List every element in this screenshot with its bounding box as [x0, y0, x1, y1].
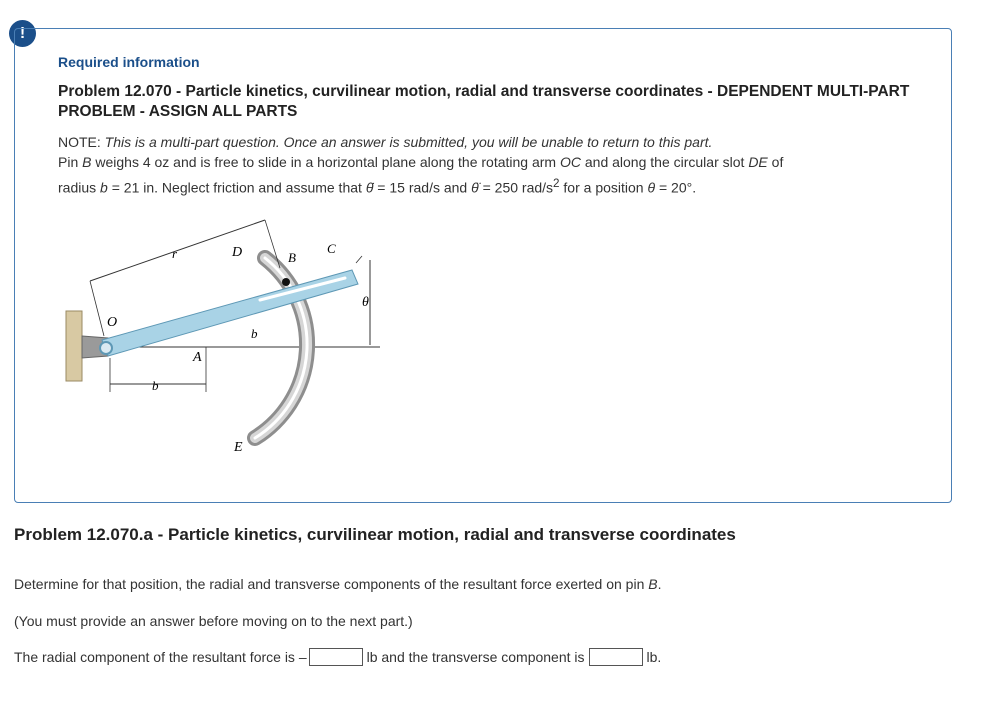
pivot-o — [100, 342, 112, 354]
label-theta: θ — [362, 295, 369, 310]
radial-component-input[interactable] — [309, 648, 363, 666]
label-a: A — [193, 350, 202, 365]
radius-text-1: radius — [58, 179, 101, 196]
radial-prefix: The radial component of the resultant force is – — [14, 649, 307, 665]
label-b-pin: B — [288, 250, 296, 265]
theta-dot-symbol: θ̇ — [365, 179, 374, 196]
r-ext-1 — [90, 281, 104, 336]
label-o: O — [107, 315, 118, 330]
question-pin-b: B — [648, 576, 658, 592]
answer-row — [14, 648, 661, 666]
pin-b — [282, 278, 290, 286]
radius-text-2: = 21 in. Neglect friction and assume that — [107, 179, 366, 196]
problem-statement — [58, 132, 918, 198]
wall-support — [66, 311, 82, 381]
note-text: This is a multi-part question. Once an answer is submitted, you will be unable to return to this part. — [104, 134, 713, 150]
exclamation-icon: ! — [9, 20, 36, 47]
pin-text-2: weighs 4 oz and is free to slide in a horizontal plane along the rotating arm — [91, 154, 560, 170]
radial-unit-transverse-label: lb and the transverse component is — [366, 649, 585, 665]
label-b-bottom: b — [152, 378, 159, 393]
pin-text-4: of — [767, 154, 784, 170]
radius-text-5: for a position — [559, 179, 648, 196]
slot-symbol-de: DE — [748, 154, 768, 170]
transverse-unit: lb. — [646, 649, 662, 665]
label-r: r — [172, 246, 178, 261]
radius-text-4: = 250 rad/s — [478, 179, 554, 196]
radius-text-3: = 15 rad/s and — [373, 179, 472, 196]
pin-text-3: and along the circular slot — [580, 154, 749, 170]
note-label: NOTE: — [58, 134, 101, 150]
label-b-mid: b — [251, 326, 258, 341]
question-text-2: . — [657, 576, 662, 592]
pin-description — [58, 152, 918, 172]
radius-symbol-b: b — [100, 179, 108, 196]
oc-extension — [356, 256, 362, 263]
transverse-component-input[interactable] — [589, 648, 643, 666]
radius-text-6: = 20°. — [655, 179, 697, 196]
theta-ddot-symbol: θ̈ — [471, 179, 479, 196]
pin-text-1: Pin — [58, 154, 83, 170]
arm-symbol-oc: OC — [559, 154, 581, 170]
mechanism-figure — [60, 208, 390, 458]
label-e: E — [234, 440, 243, 455]
question-text-1: Determine for that position, the radial and transverse components of the resultant force exerted on pin — [14, 576, 649, 592]
pin-symbol-b: B — [82, 154, 92, 170]
theta-symbol: θ — [647, 179, 656, 196]
must-answer-note: (You must provide an answer before moving on to the next part.) — [14, 613, 413, 629]
note-line — [58, 132, 918, 152]
required-info-heading: Required information — [58, 54, 200, 70]
problem-title: Problem 12.070 - Particle kinetics, curvilinear motion, radial and transverse coordinates - DEPENDENT MULTI-PART PROBLEM - ASSIGN ALL PARTS — [58, 83, 910, 120]
part-title: Problem 12.070.a - Particle kinetics, curvilinear motion, radial and transverse coordinates — [14, 525, 736, 544]
label-c: C — [327, 241, 336, 256]
question-text — [14, 576, 661, 592]
rotating-arm — [102, 270, 358, 356]
radius-description — [58, 174, 918, 198]
label-d: D — [232, 245, 243, 260]
exponent: 2 — [553, 177, 560, 190]
